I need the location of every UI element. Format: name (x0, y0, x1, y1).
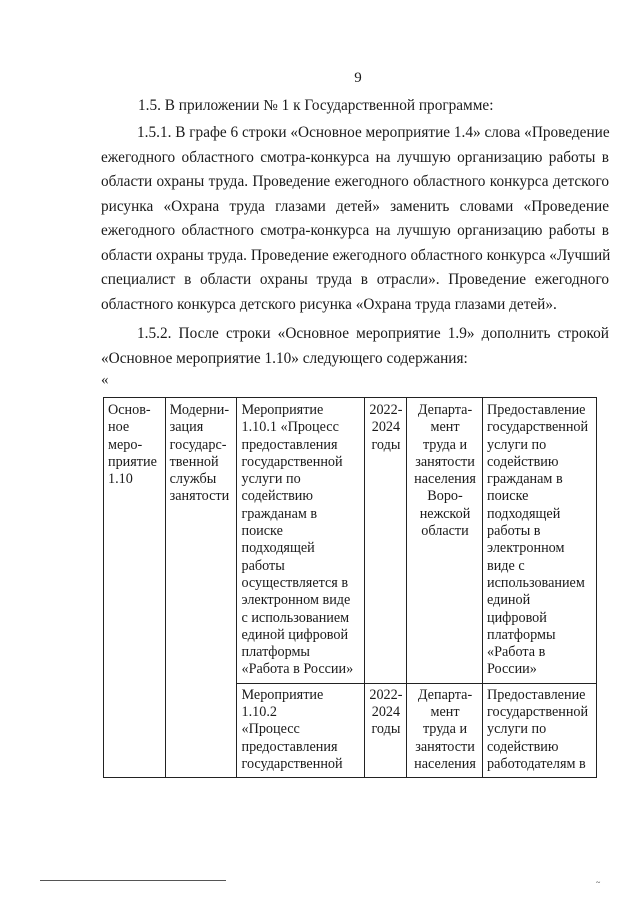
paragraph-line: рисунка «Охрана труда глазами детей» заменить словами «Проведение (101, 197, 609, 215)
paragraph-1-5-1 (101, 121, 609, 317)
paragraph-line: специалист в области охраны труда в отрасли». Проведение ежегодного (101, 271, 609, 288)
table-cell-activity-code: Основ- ное меро- приятие 1.10 (104, 398, 166, 778)
paragraph-line: области охраны труда. Проведение ежегодного областного конкурса детского (101, 173, 609, 190)
program-table (103, 397, 597, 778)
paragraph-1-5-2 (101, 322, 609, 371)
table-cell-measure: Мероприятие 1.10.1 «Процесс предоставления государственной услуги по содействию гражданам в поиске подходящей работы осуществляется в электронном виде с использованием единой цифровой платформы «Работа в России» (237, 398, 364, 684)
table-cell-result: Предоставление государственной услуги по содействию работодателям в (483, 683, 597, 777)
paragraph-line: области охраны труда. Проведение ежегодного областного конкурса «Лучший (101, 246, 611, 264)
paragraph-line: ежегодного областного смотра-конкурса на лучшую организацию работы в (101, 148, 609, 166)
paragraph-line: 1.5.1. В графе 6 строки «Основное мероприятие 1.4» слова «Проведение (137, 124, 610, 141)
table-cell-period: 2022- 2024 годы (364, 398, 406, 684)
table-cell-executor: Департа- мент труда и занятости населения (407, 683, 483, 777)
table-cell-result: Предоставление государственной услуги по содействию гражданам в поиске подходящей работы в электронном виде с использованием единой цифровой платформы «Работа в России» (483, 398, 597, 684)
table-cell-period: 2022- 2024 годы (364, 683, 406, 777)
paragraph-line: «Основное мероприятие 1.10» следующего содержания: (101, 349, 468, 367)
page-number: 9 (354, 70, 362, 86)
table-cell-executor: Департа- мент труда и занятости населения Воро- нежской области (407, 398, 483, 684)
opening-quote-mark: « (101, 372, 109, 388)
table-row (104, 398, 597, 684)
footnote-divider (40, 880, 226, 881)
table-cell-activity-title: Модерни- зация государс- твенной службы занятости (165, 398, 237, 778)
paragraph-line: ежегодного областного смотра-конкурса на лучшую организацию работы в (101, 222, 609, 239)
margin-mark: ~ (596, 878, 601, 887)
paragraph-line: областного конкурса детского рисунка «Охрана труда глазами детей». (101, 295, 557, 313)
paragraph-1-5: 1.5. В приложении № 1 к Государственной программе: (138, 97, 494, 114)
table-cell-measure: Мероприятие 1.10.2 «Процесс предоставления государственной (237, 683, 364, 777)
paragraph-line: 1.5.2. После строки «Основное мероприятие 1.9» дополнить строкой (137, 325, 609, 342)
